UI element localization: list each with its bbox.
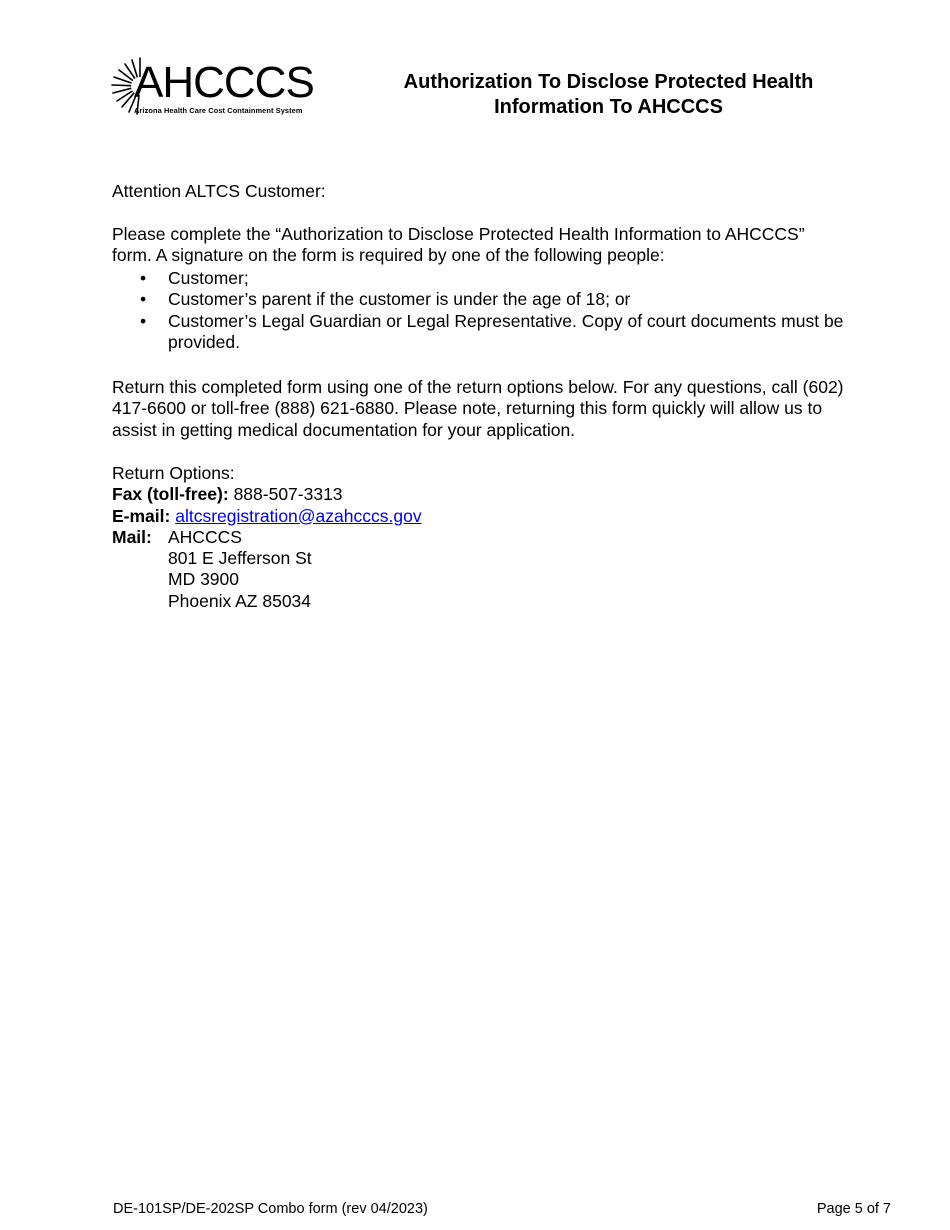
signer-list [112, 268, 902, 353]
mail-address-line: MD 3900 [168, 569, 240, 590]
logo-wordmark: AHCCCS [134, 58, 314, 107]
return-line-3: assist in getting medical documentation for your application. [112, 419, 576, 440]
return-line-1: Return this completed form using one of the return options below. For any questions, call (602) [112, 377, 844, 397]
intro-line-1: Please complete the “Authorization to Disclose Protected Health Information to AHCCCS” [112, 224, 805, 244]
mail-label: Mail: [112, 526, 152, 547]
list-item-text: Customer; [168, 268, 249, 288]
return-line-2: 417-6600 or toll-free (888) 621-6880. Please note, returning this form quickly will allow us to [112, 398, 823, 419]
title-line-1: Authorization To Disclose Protected Health [403, 71, 814, 93]
bullet-icon: • [140, 310, 147, 331]
email-row [112, 506, 422, 527]
list-item-text: Customer’s parent if the customer is under the age of 18; or [168, 289, 631, 310]
email-link[interactable]: altcsregistration@azahcccs.gov [175, 505, 422, 526]
footer-page-number: Page 5 of 7 [816, 1201, 891, 1217]
greeting: Attention ALTCS Customer: [112, 181, 326, 201]
list-item [112, 268, 902, 289]
bullet-icon: • [140, 268, 147, 288]
list-item [112, 289, 902, 310]
mail-address [168, 527, 312, 612]
return-options-heading: Return Options: [112, 463, 235, 483]
page-title [360, 70, 857, 120]
fax-row [112, 484, 422, 505]
list-item-text: Customer’s Legal Guardian or Legal Representative. Copy of court documents must be provided. [168, 310, 844, 352]
list-item [112, 311, 902, 354]
fax-value: 888-507-3313 [233, 484, 343, 505]
footer-form-id: DE-101SP/DE-202SP Combo form (rev 04/2023) [113, 1201, 428, 1217]
mail-address-line: 801 E Jefferson St [168, 548, 312, 569]
title-line-2: Information To AHCCCS [494, 96, 723, 118]
mail-row [112, 527, 422, 612]
ahcccs-logo [110, 56, 314, 118]
email-label: E-mail: [112, 505, 171, 526]
return-options [112, 463, 422, 612]
fax-label: Fax (toll-free): [112, 484, 229, 505]
mail-address-line: Phoenix AZ 85034 [168, 590, 312, 611]
intro-line-2: form. A signature on the form is required by one of the following people: [112, 245, 665, 266]
intro-paragraph [112, 224, 902, 267]
return-paragraph [112, 377, 912, 441]
bullet-icon: • [140, 289, 147, 310]
logo-subtitle: Arizona Health Care Cost Containment System [134, 106, 303, 115]
mail-address-line: AHCCCS [168, 526, 242, 547]
